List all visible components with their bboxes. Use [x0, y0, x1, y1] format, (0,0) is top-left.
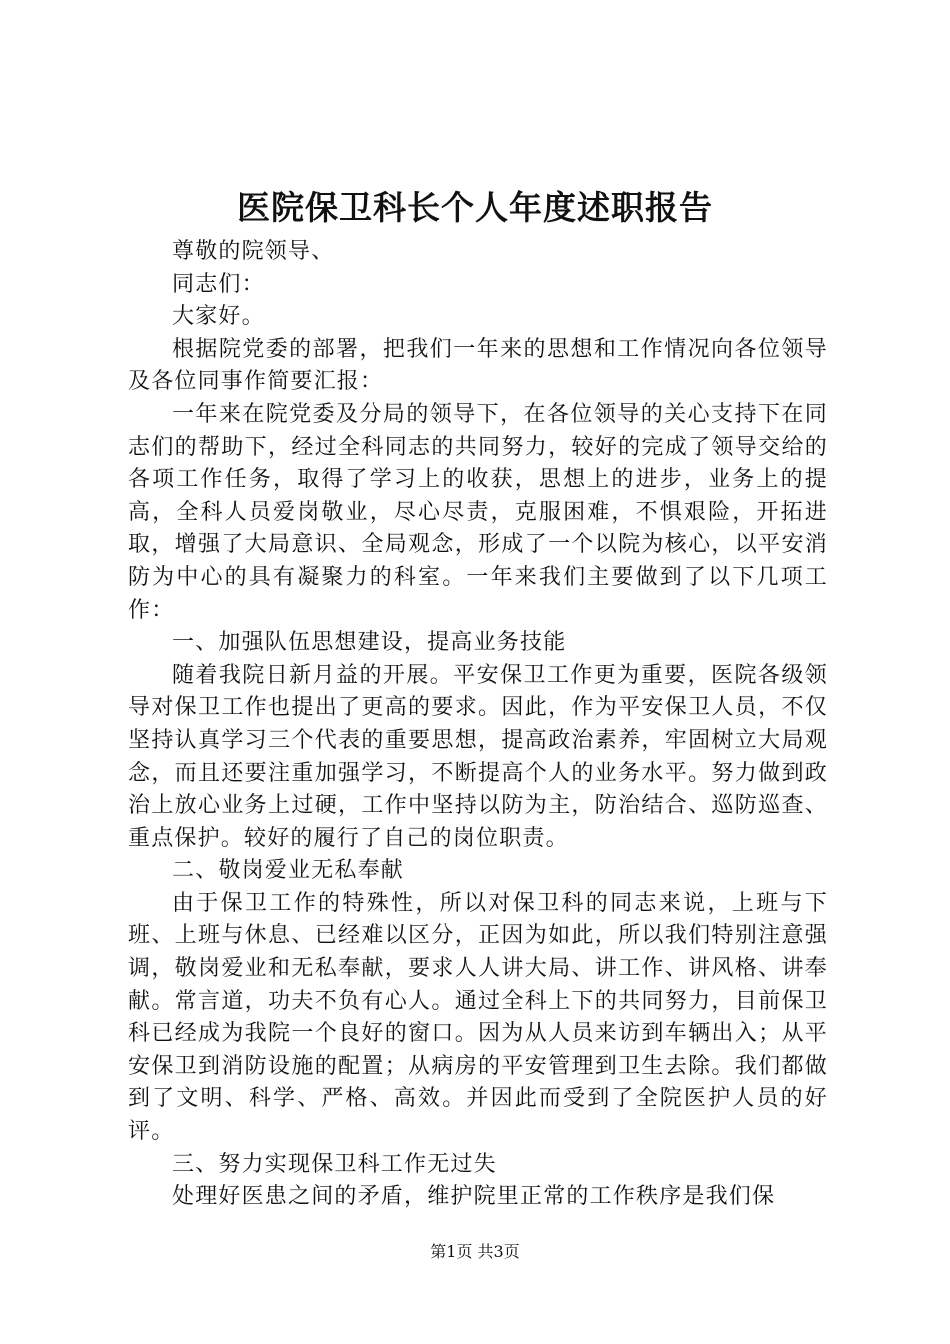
paragraph-intro: 根据院党委的部署，把我们一年来的思想和工作情况向各位领导及各位同事作简要汇报：: [128, 336, 828, 395]
section-heading-1: 一、加强队伍思想建设，提高业务技能: [172, 630, 567, 656]
paragraph-overview: 一年来在院党委及分局的领导下，在各位领导的关心支持下在同志们的帮助下，经过全科同志的共同努力，较好的完成了领导交给的各项工作任务，取得了学习上的收获，思想上的进步，业务上的提高，全科人员爱岗敬业，尽心尽责，克服困难，不惧艰险，开拓进取，增强了大局意识、全局观念，形成了一个以院为核心，以平安消防为中心的具有凝聚力的科室。一年来我们主要做到了以下几项工作：: [128, 401, 828, 623]
section-heading-3: 三、努力实现保卫科工作无过失: [172, 1151, 497, 1177]
paragraph-salutation-1: 尊敬的院领导、: [172, 239, 335, 264]
section-heading-2: 二、敬岗爱业无私奉献: [172, 858, 405, 884]
document-title: 医院保卫科长个人年度述职报告: [237, 188, 713, 227]
paragraph-salutation-2: 同志们：: [172, 271, 265, 297]
paragraph-section-3: 处理好医患之间的矛盾，维护院里正常的工作秩序是我们保: [172, 1184, 776, 1210]
paragraph-greeting: 大家好。: [172, 304, 265, 330]
document-body: [128, 236, 828, 1214]
paragraph-section-2: 由于保卫工作的特殊性，所以对保卫科的同志来说，上班与下班、上班与休息、已经难以区分，正因为如此，所以我们特别注意强调，敬岗爱业和无私奉献，要求人人讲大局、讲工作、讲风格、讲奉献。常言道，功夫不负有心人。通过全科上下的共同努力，目前保卫科已经成为我院一个良好的窗口。因为从人员来访到车辆出入；从平安保卫到消防设施的配置；从病房的平安管理到卫生去除。我们都做到了文明、科学、严格、高效。并因此而受到了全院医护人员的好评。: [128, 890, 828, 1145]
page-number-footer: 第1页 共3页: [430, 1242, 520, 1261]
paragraph-section-1: 随着我院日新月益的开展。平安保卫工作更为重要，医院各级领导对保卫工作也提出了更高的要求。因此，作为平安保卫人员，不仅坚持认真学习三个代表的重要思想，提高政治素养，牢固树立大局观念，而且还要注重加强学习，不断提高个人的业务水平。努力做到政治上放心业务上过硬，工作中坚持以防为主，防治结合、巡防巡查、重点保护。较好的履行了自己的岗位职责。: [128, 662, 828, 851]
